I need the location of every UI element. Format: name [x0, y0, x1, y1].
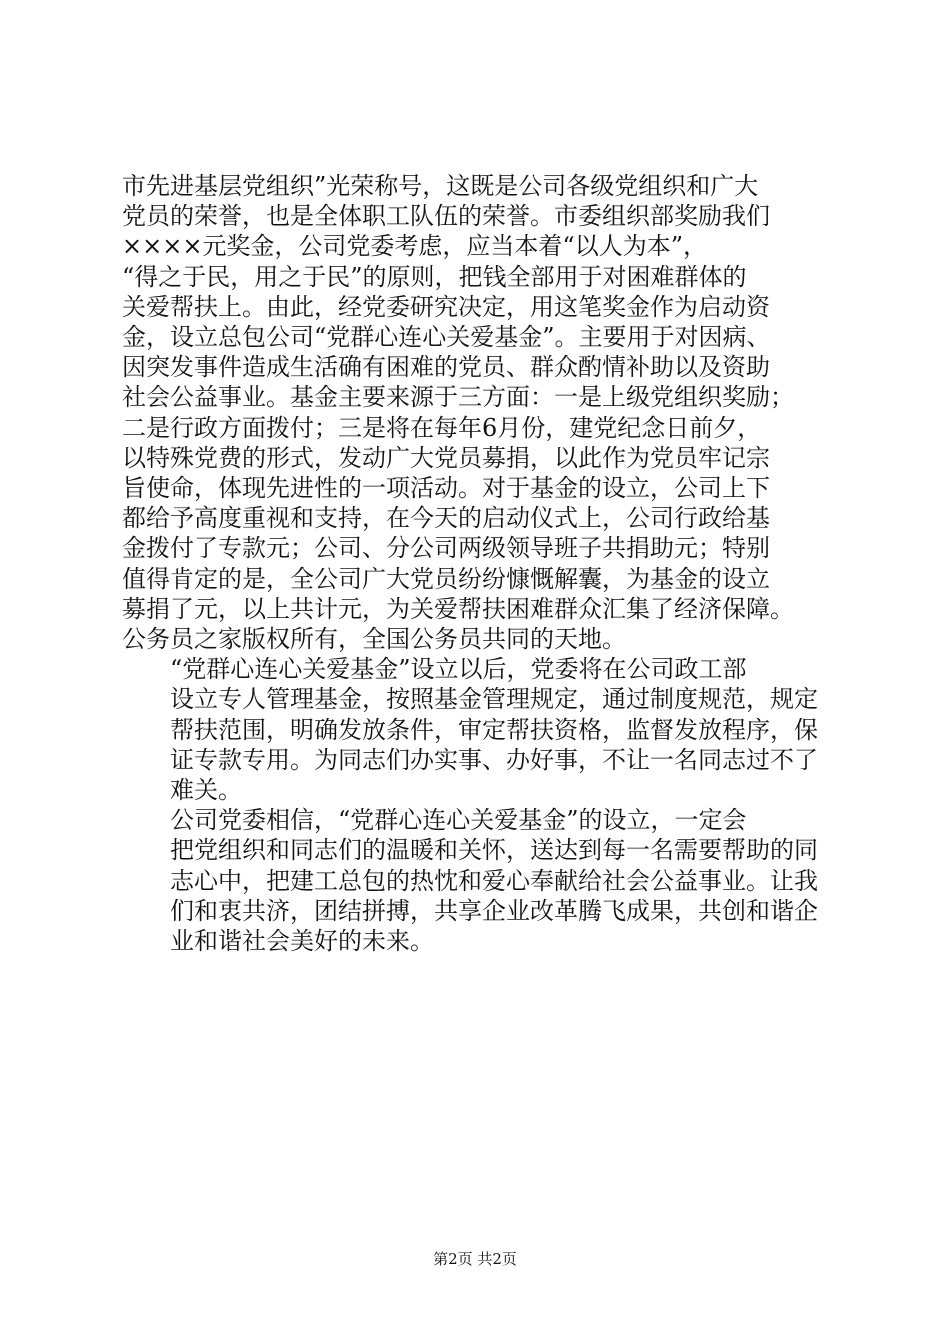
text-line: 社会公益事业。基金主要来源于三方面：一是上级党组织奖励； — [122, 383, 794, 412]
text-line: 市先进基层党组织”光荣称号，这既是公司各级党组织和广大 — [122, 172, 759, 200]
text-line: 因突发事件造成生活确有困难的党员、群众酌情补助以及资助 — [122, 353, 770, 382]
text-line: 业和谐社会美好的未来。 — [170, 927, 434, 956]
text-line: 志心中，把建工总包的热忱和爱心奉献给社会公益事业。让我 — [170, 866, 818, 895]
text-line: 难关。 — [170, 776, 242, 805]
text-line: 都给予高度重视和支持，在今天的启动仪式上，公司行政给基 — [122, 504, 770, 533]
text-line: 以特殊党费的形式，发动广大党员募捐，以此作为党员牢记宗 — [122, 443, 770, 472]
page-footer: 第2页 共2页 — [433, 1250, 517, 1268]
text-line: 帮扶范围，明确发放条件，审定帮扶资格，监督发放程序，保 — [170, 715, 818, 744]
text-line: ××××元奖金，公司党委考虑，应当本着“以人为本”， — [122, 232, 707, 261]
paragraph-2 — [122, 654, 852, 805]
text-line: 募捐了元，以上共计元，为关爱帮扶困难群众汇集了经济保障。 — [122, 594, 794, 623]
text-line: 金拨付了专款元；公司、分公司两级领导班子共捐助元；特别 — [122, 534, 770, 563]
text-line: 公务员之家版权所有，全国公务员共同的天地。 — [122, 625, 626, 654]
text-line: 公司党委相信，“党群心连心关爱基金”的设立，一定会 — [170, 806, 747, 835]
paragraph-3 — [122, 805, 852, 956]
text-line: “党群心连心关爱基金”设立以后，党委将在公司政工部 — [170, 655, 747, 684]
text-line: 金，设立总包公司“党群心连心关爱基金”。主要用于对因病、 — [122, 323, 771, 352]
text-line: 们和衷共济，团结拼搏，共享企业改革腾飞成果，共创和谐企 — [170, 896, 818, 925]
text-line: 设立专人管理基金，按照基金管理规定，通过制度规范，规定 — [170, 685, 818, 714]
text-line: 把党组织和同志们的温暖和关怀，送达到每一名需要帮助的同 — [170, 836, 818, 865]
text-line: “得之于民，用之于民”的原则，把钱全部用于对困难群体的 — [122, 262, 747, 291]
text-line: 值得肯定的是，全公司广大党员纷纷慷慨解囊，为基金的设立 — [122, 564, 770, 593]
text-line: 关爱帮扶上。由此，经党委研究决定，用这笔奖金作为启动资 — [122, 292, 770, 321]
text-line: 证专款专用。为同志们办实事、办好事，不让一名同志过不了 — [170, 745, 818, 774]
text-line: 党员的荣誉，也是全体职工队伍的荣誉。市委组织部奖励我们 — [122, 202, 770, 231]
text-line: 二是行政方面拨付；三是将在每年6月份，建党纪念日前夕， — [122, 413, 762, 442]
paragraph-1 — [122, 171, 852, 654]
text-line: 旨使命，体现先进性的一项活动。对于基金的设立，公司上下 — [122, 474, 770, 503]
document-body — [122, 171, 852, 956]
